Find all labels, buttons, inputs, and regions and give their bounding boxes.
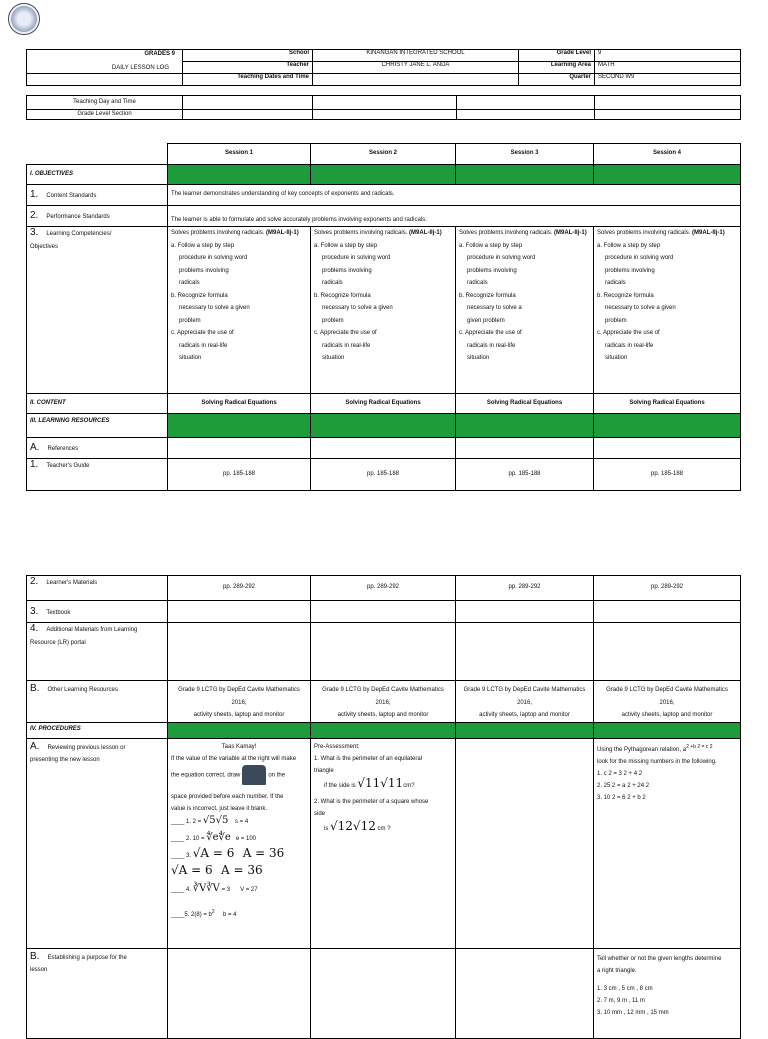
equation-1: 1. c 2 = 3 2 + 4 2: [597, 770, 643, 777]
learning-area-value: MATH: [595, 62, 741, 74]
resource-number-1: 1.: [30, 459, 39, 470]
content-heading: II. CONTENT: [27, 394, 168, 414]
resource-letter-b: B.: [30, 683, 40, 694]
review-label-a: Reviewing previous lesson or: [47, 744, 126, 751]
day-time-label: Teaching Day and Time: [27, 96, 183, 110]
deped-seal-logo: [8, 3, 40, 35]
other-resources-session-2: Grade 9 LCTG by DepEd Cavite Mathematics 2016, activity sheets, laptop and monitor: [311, 681, 456, 723]
quarter-value: SECOND W9: [595, 74, 741, 86]
competency-session-1: Solves problems involving radicals. (M9AL-IIj-1) a. Follow a step by step procedure in solving word problems involving radicals b. Recognize formula necessary to solve a given problem c. Appreciate the use of radicals in real-life situation: [168, 227, 311, 394]
sqrt-eleven: √11√11: [357, 775, 404, 790]
purpose-label-b: lesson: [30, 967, 48, 973]
teachers-guide-label: Teacher's Guide: [46, 463, 90, 469]
session-4-header: Session 4: [594, 144, 741, 165]
procedures-heading: IV. PROCEDURES: [27, 722, 168, 738]
root-expression-2: ∜e∜e: [206, 831, 231, 843]
other-resources-session-3: Grade 9 LCTG by DepEd Cavite Mathematics 2016, activity sheets, laptop and monitor: [456, 681, 594, 723]
competency-session-2: Solves problems involving radicals. (M9AL-IIj-1) a. Follow a step by step procedure in solving word problems involving radicals b. Recognize formula necessary to solve a given problem c. Appreciate the use of radicals in real-life situation: [311, 227, 456, 394]
procedure-letter-b: B.: [30, 950, 40, 962]
lesson-table-part1: [26, 143, 741, 491]
dates-label: Teaching Dates and Time: [183, 74, 313, 86]
session-2-header: Session 2: [311, 144, 456, 165]
equation-2: 2. 25 2 = a 2 + 24 2: [597, 782, 650, 789]
other-resources-session-4: Grade 9 LCTG by DepEd Cavite Mathematics 2016, activity sheets, laptop and monitor: [594, 681, 741, 723]
log-title: DAILY LESSON LOG: [111, 64, 169, 71]
review-label-b: presenting the new lesson: [30, 757, 100, 763]
procedure-letter-a: A.: [30, 740, 40, 752]
school-label: School: [183, 50, 313, 62]
lm-pages-session-2: pp. 289-292: [311, 576, 456, 601]
topic-session-4: Solving Radical Equations: [594, 394, 741, 414]
tg-pages-session-1: pp. 185-188: [168, 459, 311, 491]
tg-pages-session-3: pp. 185-188: [456, 459, 594, 491]
other-resources-label: Other Learning Resources: [47, 687, 118, 693]
performance-standards-label: Performance Standards: [46, 214, 110, 220]
resource-number-3: 3.: [30, 605, 39, 617]
resource-number-2: 2.: [30, 576, 39, 587]
lm-pages-session-4: pp. 289-292: [594, 576, 741, 601]
learners-materials-label: Learner's Materials: [46, 580, 98, 586]
school-value: KINANGAN INTEGRATED SCHOOL: [313, 50, 519, 62]
resource-number-4: 4.: [30, 623, 39, 634]
content-standards-label: Content Standards: [46, 193, 97, 199]
grades-label: GRADES 9: [144, 51, 175, 58]
resources-heading: III. LEARNING RESOURCES: [27, 414, 168, 438]
review-session-1: Taas Kamay! If the value of the variable at the right will make the equation correct, draw on the space provided before each number. If the value is incorrect, just leave it blank. ____ 1. 2 = √5√5 s = 4 ____ 2. 10 = ∜e∜e e = 100 ____ 3. √A = 6 A = 36 √A = 6 A = 36 ____ 4. ∛V∛V = 3 V = 27 ____5. $2(8) = b^2$ b = 4: [168, 738, 311, 948]
teacher-value: CHRISTY JANE L. ANDA: [313, 62, 519, 74]
topic-session-2: Solving Radical Equations: [311, 394, 456, 414]
purpose-session-4: Tell whether or not the given lengths determine a right triangle. 1. 3 cm , 5 cm , 8 cm 2. 7 m, 9 m , 11 m 3. 10 mm , 12 mm , 15 mm: [594, 948, 741, 1038]
competency-session-3: Solves problems involving radicals. (M9AL-IIj-1) a. Follow a step by step procedure in solving word problems involving radicals b. Recognize formula necessary to solve a given problem c. Appreciate the use of radicals in real-life situation: [456, 227, 594, 394]
resource-letter-a: A.: [30, 442, 40, 453]
objectives-heading: I. OBJECTIVES: [27, 165, 168, 185]
competencies-label-b: Objectives: [30, 243, 59, 250]
session-1-header: Session 1: [168, 144, 311, 165]
grade-level-label: Grade Level: [519, 50, 595, 62]
other-resources-session-1: Grade 9 LCTG by DepEd Cavite Mathematics 2016, activity sheets, laptop and monitor: [168, 681, 311, 723]
cube-root-expression-4: ∛V∛V: [192, 882, 220, 894]
sqrt-expression-1: √5√5: [202, 814, 229, 826]
tg-pages-session-2: pp. 185-188: [311, 459, 456, 491]
competencies-label-a: Learning Competencies/: [46, 231, 112, 237]
quarter-label: Quarter: [519, 74, 595, 86]
purpose-label-a: Establishing a purpose for the: [47, 954, 127, 961]
grade-level-value: 9: [595, 50, 741, 62]
references-label: References: [47, 446, 79, 452]
teacher-label: Teacher: [183, 62, 313, 74]
review-session-4: Using the Pythagorean relation, $a^{2 +b 2 = c 2}$ look for the missing numbers in the following. 1. c 2 = 3 2 + 4 2 2. 25 2 = a 2 + 24 2 3. 10 2 = 6 2 + b 2: [594, 738, 741, 948]
raised-hand-icon: [242, 765, 266, 785]
section-label: Grade Level Section: [27, 110, 183, 120]
lm-pages-session-1: pp. 289-292: [168, 576, 311, 601]
equation-3: 3. 10 2 = 6 2 + b 2: [597, 794, 646, 801]
objective-number-3: 3.: [30, 227, 39, 238]
content-standards-text: The learner demonstrates understanding of key concepts of exponents and radicals.: [168, 185, 741, 206]
textbook-label: Textbook: [46, 609, 71, 616]
objective-number-2: 2.: [30, 210, 39, 221]
additional-materials-label-b: Resource (LR) portal: [30, 639, 86, 646]
additional-materials-label-a: Additional Materials from Learning: [46, 627, 138, 633]
tg-pages-session-4: pp. 185-188: [594, 459, 741, 491]
header-table: [26, 49, 741, 86]
competency-session-4: Solves problems involving radicals. (M9AL-IIj-1) a. Follow a step by step procedure in solving word problems involving radicals b. Recognize formula necessary to solve a given problem c. Appreciate the use of radicals in real-life situation: [594, 227, 741, 394]
activity-title: Taas Kamay!: [221, 743, 257, 750]
lesson-table-part2: [26, 575, 741, 1039]
learning-area-label: Learning Area: [519, 62, 595, 74]
performance-standards-text: The learner is able to formulate and solve accurately problems involving exponents and radicals.: [168, 206, 741, 227]
sqrt-twelve: √12√12: [330, 818, 376, 833]
review-session-2: Pre-Assessment: 1. What is the perimeter of an equilateral triangle if the side is √11√11cm? 2. What is the perimeter of a square whose side is √12√12 cm ?: [311, 738, 456, 948]
day-section-table: [26, 95, 741, 120]
session-3-header: Session 3: [456, 144, 594, 165]
topic-session-1: Solving Radical Equations: [168, 394, 311, 414]
topic-session-3: Solving Radical Equations: [456, 394, 594, 414]
lm-pages-session-3: pp. 289-292: [456, 576, 594, 601]
objective-number-1: 1.: [30, 189, 39, 200]
